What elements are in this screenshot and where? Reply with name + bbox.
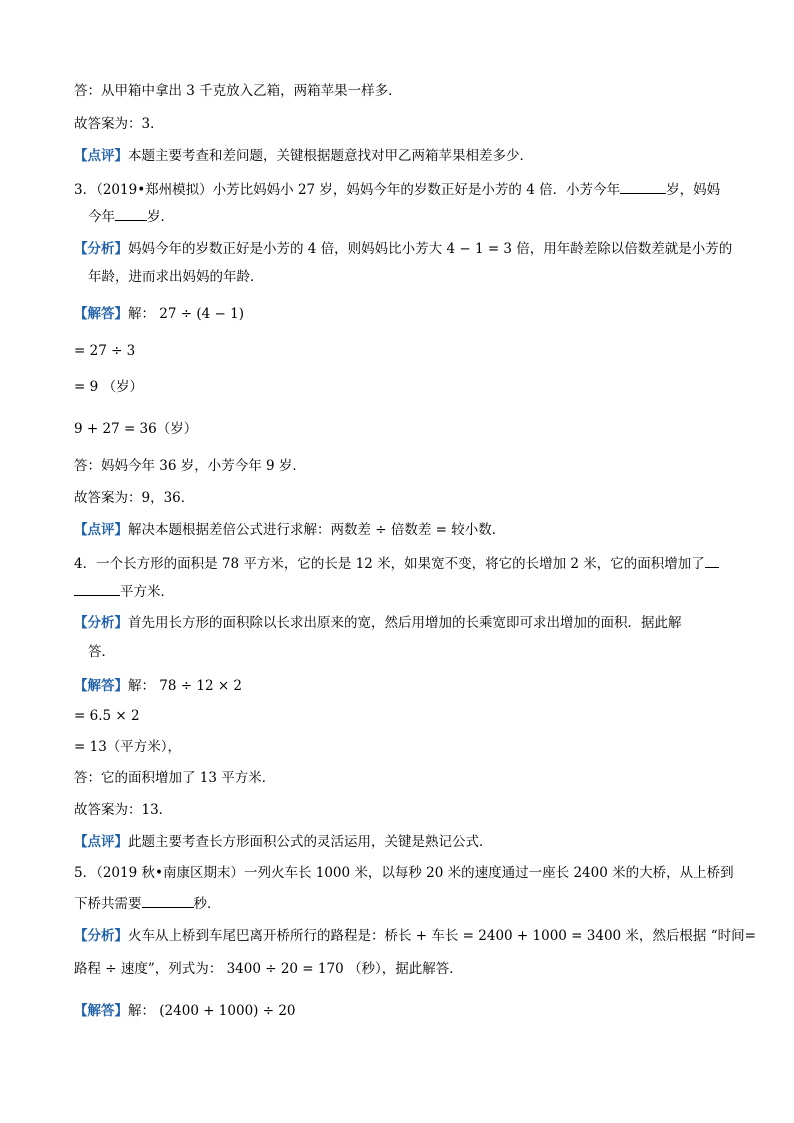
solution-step: = 27 ÷ 3 [74,343,136,359]
answer-result: 故答案为：9，36． [74,490,195,506]
analysis-line-2: 答． [88,644,115,660]
analysis-line-2: 年龄，进而求出妈妈的年龄． [88,269,264,285]
analysis-tag: 【分析】 [74,928,128,944]
question-3-line-2 [88,206,174,227]
solution-step: 9 + 27 = 36（岁） [74,421,198,437]
review-line [74,832,493,852]
solution-tag: 【解答】 [74,306,128,322]
solution-line [74,1001,296,1021]
solution-step: = 9 （岁） [74,379,143,395]
review-tag: 【点评】 [74,148,128,164]
analysis-text: 妈妈今年的岁数正好是小芳的 4 倍，则妈妈比小芳大 4 − 1 = 3 倍，用年龄差除以倍数差就是小芳的 [128,241,733,257]
question-5-text: 下桥共需要 [74,896,142,912]
analysis-line [74,926,756,946]
question-3-text: 今年 [88,209,115,225]
answer-line: 答：从甲箱中拿出 3 千克放入乙箱，两箱苹果一样多． [74,83,402,99]
question-3-text: 岁． [147,209,174,225]
answer-result: 故答案为：13． [74,802,173,818]
answer-blank [705,553,719,568]
review-line [74,146,533,166]
question-4-line-1 [74,553,719,574]
solution-line [74,304,244,324]
solution-step: = 6.5 × 2 [74,708,140,724]
review-tag: 【点评】 [74,834,128,850]
solution-step: = 13（平方米）， [74,739,182,755]
solution-tag: 【解答】 [74,678,128,694]
analysis-line-2: 路程 ÷ 速度”，列式为： 3400 ÷ 20 = 170 （秒），据此解答． [74,961,463,977]
review-text: 本题主要考查和差问题，关键根据题意找对甲乙两箱苹果相差多少． [128,148,533,164]
answer-blank [142,893,194,908]
question-5-text: 秒． [193,896,221,912]
analysis-tag: 【分析】 [74,615,128,631]
analysis-line [74,613,682,633]
answer-result: 故答案为：3． [74,116,164,132]
question-4-text: 4．一个长方形的面积是 78 平方米，它的长是 12 米，如果宽不变，将它的长增加 2 米，它的面积增加了 [74,556,705,572]
review-line [74,520,505,540]
question-3-text: 3．（2019•郑州模拟）小芳比妈妈小 27 岁，妈妈今年的岁数正好是小芳的 4 倍．小芳今年 [74,182,621,198]
analysis-text: 火车从上桥到车尾巴离开桥所行的路程是：桥长 + 车长 = 2400 + 1000 = 3400 米，然后根据 “时间= [128,928,756,944]
answer-blank [74,581,120,596]
question-4-line-2 [74,581,174,602]
question-3-line-1 [74,179,720,200]
answer-line: 答：妈妈今年 36 岁，小芳今年 9 岁． [74,458,306,474]
answer-line: 答：它的面积增加了 13 平方米． [74,770,276,786]
question-5-line-2 [74,893,221,914]
solution-text: 解： 78 ÷ 12 × 2 [128,678,243,694]
solution-tag: 【解答】 [74,1003,128,1019]
question-5-line-1: 5．（2019 秋•南康区期末）一列火车长 1000 米，以每秒 20 米的速度通过一座长 2400 米的大桥，从上桥到 [74,865,734,881]
analysis-tag: 【分析】 [74,241,128,257]
review-text: 此题主要考查长方形面积公式的灵活运用，关键是熟记公式． [128,834,493,850]
solution-line [74,676,242,696]
analysis-text: 首先用长方形的面积除以长求出原来的宽，然后用增加的长乘宽即可求出增加的面积．据此解 [128,615,682,631]
answer-blank [115,206,147,221]
solution-text: 解： 27 ÷ (4 − 1) [128,306,244,322]
review-text: 解决本题根据差倍公式进行求解：两数差 ÷ 倍数差 = 较小数． [128,522,506,538]
analysis-line [74,239,732,259]
solution-text: 解： (2400 + 1000) ÷ 20 [128,1003,296,1019]
answer-blank [620,179,666,194]
question-3-text: 岁，妈妈 [666,182,721,198]
question-4-text: 平方米． [120,584,174,600]
review-tag: 【点评】 [74,522,128,538]
